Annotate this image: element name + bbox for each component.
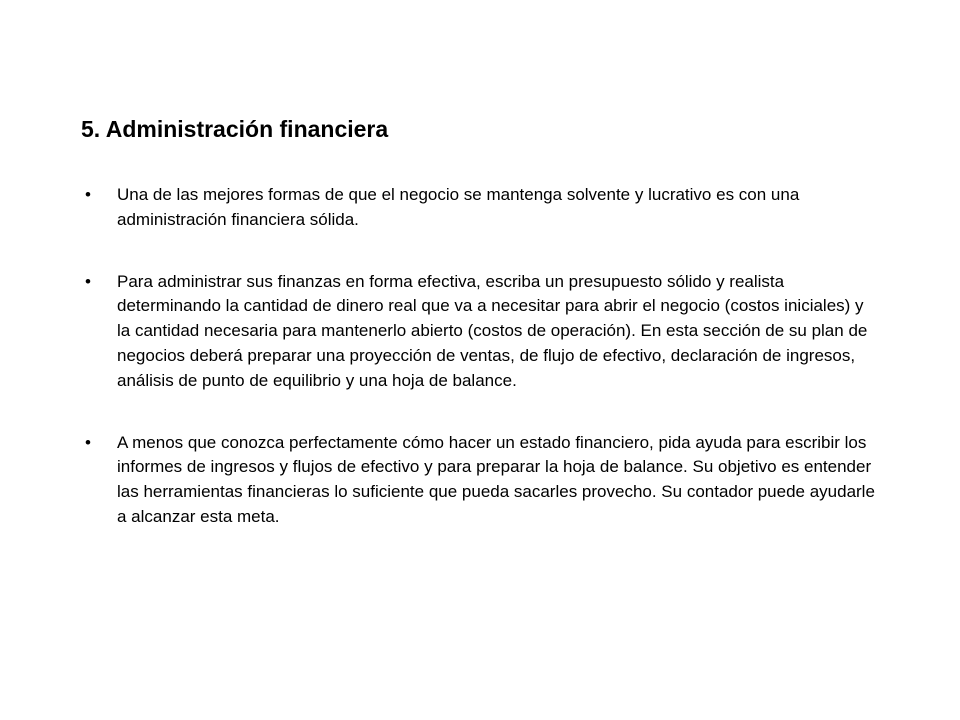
- slide-title: 5. Administración financiera: [81, 116, 389, 142]
- bullet-text: Una de las mejores formas de que el negocio se mantenga solvente y lucrativo es con una administración financiera sólida.: [117, 185, 800, 229]
- bullet-icon: •: [85, 271, 91, 291]
- bullet-text: Para administrar sus finanzas en forma efectiva, escriba un presupuesto sólido y realista determinando la cantidad de dinero real que va a necesitar para abrir el negocio (costos iniciales) y la cantidad necesaria para mantenerlo abierto (costos de operación). En esta sección de su plan de negocios deberá preparar una proyección de ventas, de flujo de efectivo, declaración de ingresos, análisis de punto de equilibrio y una hoja de balance.: [117, 271, 868, 390]
- bullet-item: [81, 270, 881, 394]
- bullet-item: [81, 431, 881, 530]
- bullet-text: A menos que conozca perfectamente cómo hacer un estado financiero, pida ayuda para escribir los informes de ingresos y flujos de efectivo y para preparar la hoja de balance. Su objetivo es entender las herramientas financieras lo suficiente que pueda sacarles provecho. Su contador puede ayudarle a alcanzar esta meta.: [117, 432, 875, 526]
- bullet-icon: •: [85, 432, 91, 452]
- bullet-item: [81, 183, 881, 233]
- bullet-list: [81, 183, 881, 530]
- bullet-icon: •: [85, 185, 91, 204]
